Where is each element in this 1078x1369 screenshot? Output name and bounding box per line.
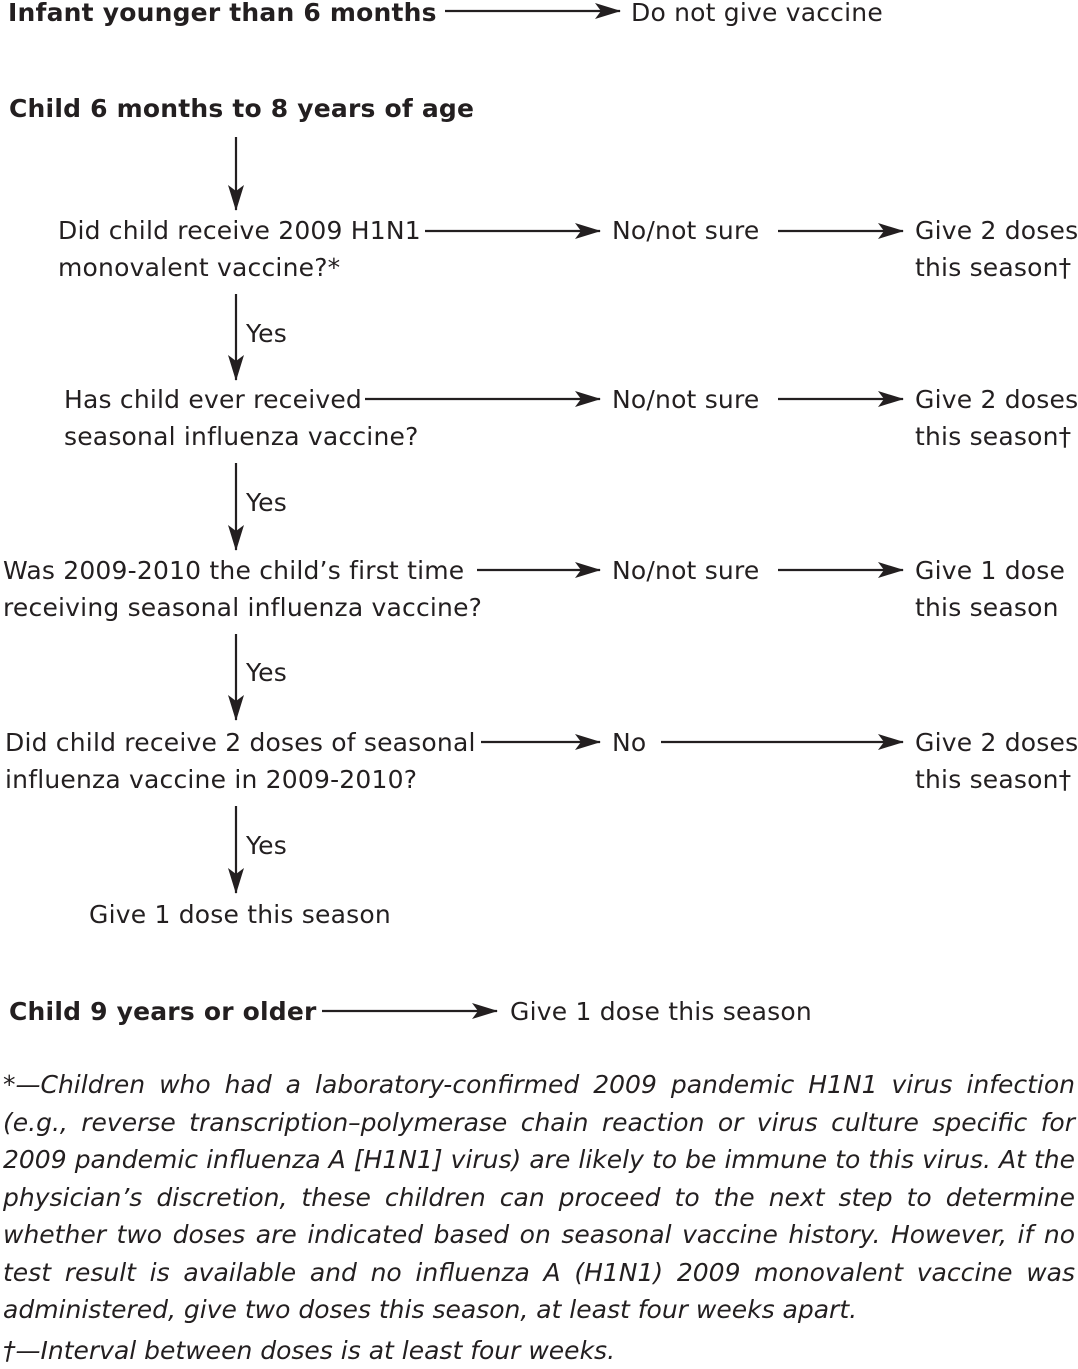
question-2-result-line-2: this season† — [915, 422, 1072, 451]
question-4-line-1: Did child receive 2 doses of seasonal — [5, 728, 476, 757]
older-child-result: Give 1 dose this season — [510, 997, 812, 1026]
older-child-label: Child 9 years or older — [9, 997, 317, 1026]
yes-label-1: Yes — [246, 319, 287, 348]
question-4-result-line-1: Give 2 doses — [915, 728, 1078, 757]
final-result: Give 1 dose this season — [89, 900, 391, 929]
question-4-result-line-2: this season† — [915, 765, 1072, 794]
question-2-answer: No/not sure — [612, 385, 760, 414]
question-2-result-line-1: Give 2 doses — [915, 385, 1078, 414]
question-2-line-2: seasonal influenza vaccine? — [64, 422, 419, 451]
yes-label-2: Yes — [246, 488, 287, 517]
footnote-star: *—Children who had a laboratory-confirmed 2009 pandemic H1N1 virus infection (e.g., reverse transcription–polymerase chain reaction or virus culture specific for 2009 pandemic influenza A [H1N1] virus) are likely to be immune to this virus. At the physician’s discretion, these children can proceed to the next step to determine whether two doses are indicated based on seasonal vaccine history. However, if no test result is available and no influenza A (H1N1) 2009 monovalent vaccine was administered, give two doses this season, at least four weeks apart. — [3, 1070, 1075, 1324]
question-3-result-line-1: Give 1 dose — [915, 556, 1066, 585]
question-2-line-1: Has child ever received — [64, 385, 362, 414]
question-3-line-2: receiving seasonal influenza vaccine? — [3, 593, 483, 622]
question-4-answer: No — [612, 728, 647, 757]
question-1-line-1: Did child receive 2009 H1N1 — [58, 216, 421, 245]
yes-label-3: Yes — [246, 658, 287, 687]
question-3-result-line-2: this season — [915, 593, 1059, 622]
section-title: Child 6 months to 8 years of age — [9, 94, 475, 123]
question-1-result-line-2: this season† — [915, 253, 1072, 282]
footnote-dagger: †—Interval between doses is at least four weeks. — [3, 1336, 616, 1365]
question-1-result-line-1: Give 2 doses — [915, 216, 1078, 245]
question-4-line-2: influenza vaccine in 2009-2010? — [5, 765, 418, 794]
yes-label-4: Yes — [246, 831, 287, 860]
question-1-answer: No/not sure — [612, 216, 760, 245]
question-3-answer: No/not sure — [612, 556, 760, 585]
question-3-line-1: Was 2009-2010 the child’s first time — [3, 556, 465, 585]
infant-result: Do not give vaccine — [631, 0, 883, 27]
question-1-line-2: monovalent vaccine?* — [58, 253, 341, 282]
infant-label: Infant younger than 6 months — [8, 0, 437, 27]
